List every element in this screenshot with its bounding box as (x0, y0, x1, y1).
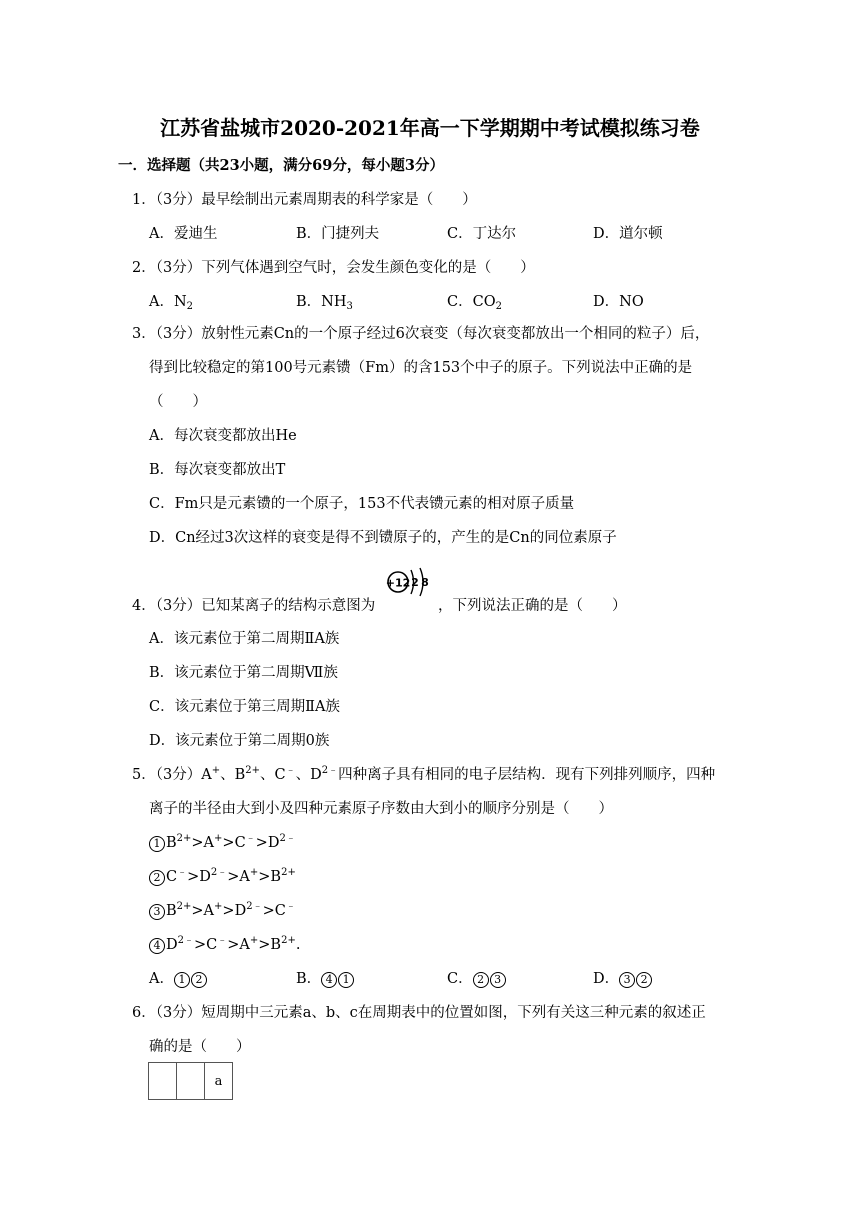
q2-b-subscript: 3 (346, 301, 353, 312)
circled-4: 4 (149, 938, 165, 954)
question-6-line-1: 6．（3分）短周期中三元素a、b、c在周期表中的位置如图，下列有关这三种元素的叙述正 (132, 1005, 706, 1021)
q1-option-b[interactable]: B．门捷列夫 (296, 226, 380, 242)
q3-option-d[interactable]: D．Cn经过3次这样的衰变是得不到镄原子的，产生的是Cn的同位素原子 (149, 530, 617, 546)
question-1-stem: 1．（3分）最早绘制出元素周期表的科学家是（ ） (132, 192, 477, 208)
question-4-stem-end: ，下列说法正确的是（ ） (438, 598, 627, 614)
q5-b-label: B． (296, 971, 322, 987)
circled-3: 3 (490, 972, 506, 988)
circled-1: 1 (149, 836, 165, 852)
q5-a-label: A． (149, 971, 174, 987)
q2-option-c[interactable] (447, 293, 502, 311)
q5-option-a[interactable] (149, 970, 208, 988)
question-6-line-2: 确的是（ ） (149, 1039, 251, 1055)
circled-2: 2 (473, 972, 489, 988)
table-cell: a (205, 1063, 233, 1100)
q1-option-c[interactable]: C．丁达尔 (447, 226, 517, 242)
table-cell (149, 1063, 177, 1100)
circled-3: 3 (619, 972, 635, 988)
q2-option-a[interactable] (149, 293, 193, 311)
q4-option-c[interactable]: C．该元素位于第三周期ⅡA族 (149, 699, 340, 715)
q4-option-a[interactable]: A．该元素位于第二周期ⅡA族 (149, 631, 340, 647)
circled-1: 1 (338, 972, 354, 988)
q5-line1-tail: 四种离子具有相同的电子层结构．现有下列排列顺序，四种 (338, 767, 716, 783)
q2-option-d[interactable]: D．NO (593, 294, 644, 310)
question-5-line-1: 5．（3分）A+、$B^{2+}$、C﹣、$D^{2﹣}$四种离子具有相同的电子层结构．现有下列排列顺序，四种 (132, 765, 716, 783)
q2-c-formula: C．CO (447, 294, 496, 310)
q1-option-d[interactable]: D．道尔顿 (593, 226, 663, 242)
q5-option-c[interactable] (447, 970, 507, 988)
q5-order-4: 4 $D^{2﹣}>C^﹣>A^+>B^{2+}$. (149, 936, 300, 954)
question-3-line-2: 得到比较稳定的第100号元素镄（Fm）的含153个中子的原子。下列说法中正确的是 (149, 360, 693, 376)
question-3-line-3: （ ） (149, 394, 207, 410)
q3-option-b[interactable]: B．每次衰变都放出T (149, 462, 286, 478)
circled-2: 2 (191, 972, 207, 988)
question-2-stem: 2．（3分）下列气体遇到空气时，会发生颜色变化的是（ ） (132, 260, 535, 276)
shell-1-electrons: 2 (411, 576, 419, 589)
question-5-line-2: 离子的半径由大到小及四种元素原子序数由大到小的顺序分别是（ ） (149, 801, 613, 817)
shell-2-electrons: 8 (421, 576, 429, 589)
question-4-stem-start: 4．（3分）已知某离子的结构示意图为 (132, 598, 376, 614)
q4-option-d[interactable]: D．该元素位于第二周期0族 (149, 733, 330, 749)
periodic-table-fragment (148, 1062, 233, 1100)
q3-option-a[interactable]: A．每次衰变都放出He (149, 428, 297, 444)
nucleus-charge: +12 (385, 576, 411, 590)
q5-option-b[interactable] (296, 970, 355, 988)
section-heading: 一．选择题（共23小题，满分69分，每小题3分） (118, 157, 444, 174)
circled-1: 1 (174, 972, 190, 988)
ion-structure-diagram (384, 566, 440, 612)
q2-option-b[interactable] (296, 293, 353, 311)
table-cell (177, 1063, 205, 1100)
q5-number: 5．（3分） (132, 767, 202, 783)
q1-option-a[interactable]: A．爱迪生 (149, 226, 218, 242)
q2-b-formula: B．NH (296, 294, 347, 310)
question-3-line-1: 3．（3分）放射性元素Cn的一个原子经过6次衰变（每次衰变都放出一个相同的粒子）后， (132, 326, 710, 342)
q2-a-subscript: 2 (186, 301, 194, 312)
q5-c-label: C． (447, 971, 473, 987)
q5-order-3: 3 $B^{2+}>A^+>D^{2﹣}>C^﹣$ (149, 902, 296, 920)
circled-2: 2 (636, 972, 652, 988)
q2-a-formula: A．N (149, 294, 187, 310)
circled-4: 4 (321, 972, 337, 988)
circled-3: 3 (149, 904, 165, 920)
q5-order-1: 1 $B^{2+}>A^+>C^﹣>D^{2﹣}$ (149, 834, 296, 852)
circled-2: 2 (149, 870, 165, 886)
q5-order-2: 2 $C^﹣>D^{2﹣}>A^+>B^{2+}$ (149, 868, 296, 886)
q5-option-d[interactable] (593, 970, 653, 988)
q2-c-subscript: 2 (495, 301, 502, 312)
q5-d-label: D． (593, 971, 620, 987)
q3-option-c[interactable]: C．Fm只是元素镄的一个原子，153不代表镄元素的相对原子质量 (149, 496, 575, 512)
page-title: 江苏省盐城市2020-2021年高一下学期期中考试模拟练习卷 (160, 116, 700, 140)
q4-option-b[interactable]: B．该元素位于第二周期Ⅶ族 (149, 665, 338, 681)
